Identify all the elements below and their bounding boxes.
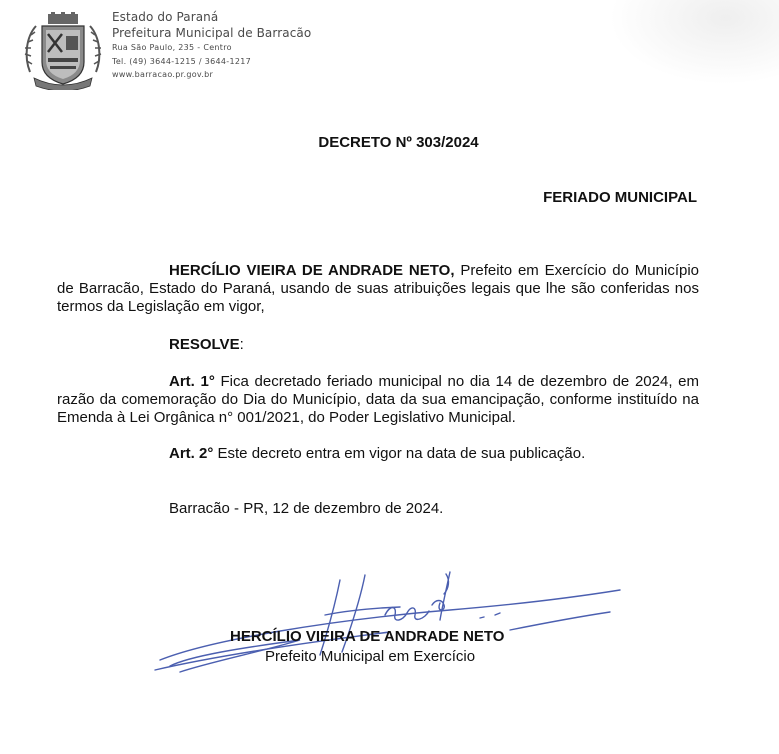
article-1-label: Art. 1° — [169, 373, 215, 390]
article-2-label: Art. 2° — [169, 445, 214, 462]
letterhead-website: www.barracao.pr.gov.br — [112, 70, 214, 79]
preamble-text: Prefeito em Exercício do Município de Barracão, Estado do Paraná, usando de suas atribuições legais que lhe são conferidas nos termos da Legislação em vigor, — [57, 262, 700, 315]
letterhead-state: Estado do Paraná — [112, 10, 219, 24]
preamble-paragraph — [57, 262, 699, 316]
handwritten-signature — [150, 560, 630, 690]
resolve-heading: RESOLVE: — [169, 336, 244, 353]
preamble-name: HERCÍLIO VIEIRA DE ANDRADE NETO, — [169, 262, 455, 279]
decree-subject: FERIADO MUNICIPAL — [543, 189, 697, 206]
decree-title: DECRETO Nº 303/2024 — [318, 134, 479, 151]
article-1 — [57, 373, 699, 427]
letterhead — [112, 9, 311, 82]
signatory-name: HERCÍLIO VIEIRA DE ANDRADE NETO — [230, 628, 505, 645]
decree-title-block — [0, 134, 779, 151]
signatory-role: Prefeito Municipal em Exercício — [265, 648, 476, 665]
letterhead-phone: Tel. (49) 3644-1215 / 3644-1217 — [112, 56, 252, 66]
article-2 — [169, 445, 585, 462]
article-1-text: Fica decretado feriado municipal no dia 14 de dezembro de 2024, em razão da comemoração do Dia do Município, data da sua emancipação, conforme instituído na Emenda à Lei Orgânica n° 001/2021, do Poder Legislativo Municipal. — [57, 373, 699, 426]
photo-glare — [600, 0, 779, 90]
letterhead-prefecture: Prefeitura Municipal de Barracão — [112, 26, 312, 40]
place-date: Barracão - PR, 12 de dezembro de 2024. — [169, 500, 444, 517]
municipal-crest-icon — [22, 12, 104, 90]
letterhead-address: Rua São Paulo, 235 - Centro — [112, 43, 232, 52]
article-2-text: Este decreto entra em vigor na data de sua publicação. — [213, 445, 586, 462]
